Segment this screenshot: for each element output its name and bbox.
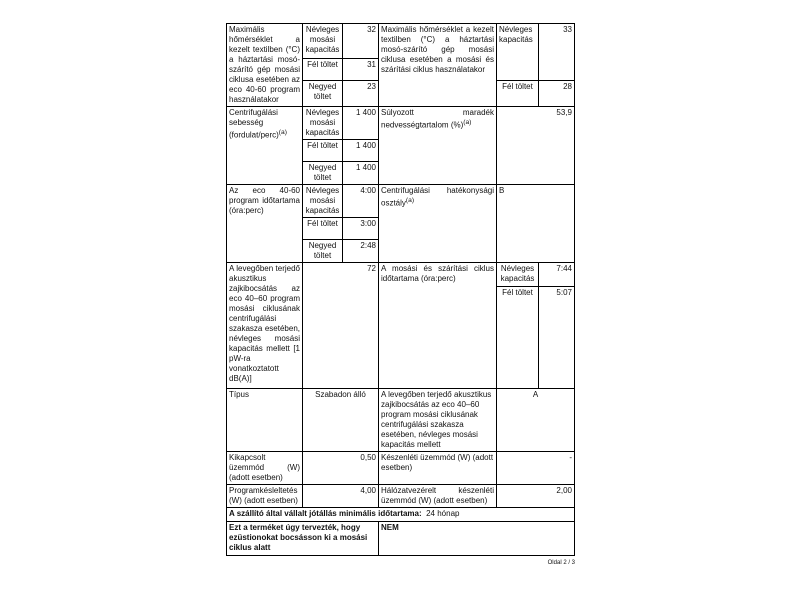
spin-speed-half-value: 1 400 xyxy=(343,140,379,162)
delay-start-value: 4,00 xyxy=(303,485,379,508)
max-temp-washdry-half-value: 28 xyxy=(539,81,575,107)
type-label: Típus xyxy=(227,389,303,452)
spin-speed-footnote: (a) xyxy=(278,129,287,136)
noise-class-value: A xyxy=(497,389,575,452)
noise-label: A levegőben terjedő akusztikus zajkibocsátás az eco 40–60 program mosási ciklusának centrifugálási szakasza esetében, névleges mosási kapacitás mellett [1 pW-ra vonatkoztatott dB(A)] xyxy=(227,263,303,389)
wash-dry-duration-label: A mosási és szárítási ciklus időtartama (óra:perc) xyxy=(379,263,497,389)
max-temp-eco-rated-label: Névleges mosási kapacitás xyxy=(303,24,343,59)
max-temp-eco-rated-value: 32 xyxy=(343,24,379,59)
guarantee-row xyxy=(227,508,575,522)
eco-duration-half-label: Fél töltet xyxy=(303,218,343,240)
standby-label: Készenléti üzemmód (W) (adott esetben) xyxy=(379,452,497,485)
moisture-label xyxy=(379,107,497,185)
delay-start-label: Programkésleltetés (W) (adott esetben) xyxy=(227,485,303,508)
max-temp-washdry-half-label: Fél töltet xyxy=(497,81,539,107)
eco-duration-rated-value: 4:00 xyxy=(343,185,379,218)
moisture-value: 53,9 xyxy=(497,107,575,185)
max-temp-eco-quarter-label: Negyed töltet xyxy=(303,81,343,107)
wash-dry-duration-rated-value: 7:44 xyxy=(539,263,575,287)
max-temp-eco-quarter-value: 23 xyxy=(343,81,379,107)
spin-class-label xyxy=(379,185,497,263)
product-spec-table xyxy=(226,23,575,556)
wash-dry-duration-half-value: 5:07 xyxy=(539,287,575,389)
spin-speed-label-text: Centrifugálási sebesség (fordulat/perc) xyxy=(229,108,279,140)
type-value: Szabadon álló xyxy=(303,389,379,452)
network-standby-label: Hálózatvezérelt készenléti üzemmód (W) (adott esetben) xyxy=(379,485,497,508)
noise-class-label: A levegőben terjedő akusztikus zajkibocsátás az eco 40–60 program mosási ciklusának centrifugálási szakasza esetében, névleges mosási kapacitás mellett xyxy=(379,389,497,452)
max-temp-washdry-rated-label: Névleges kapacitás xyxy=(497,24,539,81)
guarantee-label: A szállító által vállalt jótállás minimális időtartama: xyxy=(229,509,422,518)
max-temp-eco-half-value: 31 xyxy=(343,59,379,81)
off-mode-label: Kikapcsolt üzemmód (W) (adott esetben) xyxy=(227,452,303,485)
spin-speed-half-label: Fél töltet xyxy=(303,140,343,162)
eco-duration-label: Az eco 40-60 program időtartama (óra:perc) xyxy=(227,185,303,263)
wash-dry-duration-half-label: Fél töltet xyxy=(497,287,539,389)
eco-duration-rated-label: Névleges mosási kapacitás xyxy=(303,185,343,218)
max-temp-washdry-rated-value: 33 xyxy=(539,24,575,81)
silver-ion-value: NEM xyxy=(379,522,575,556)
silver-ion-label: Ezt a terméket úgy tervezték, hogy ezüstionokat bocsásson ki a mosási ciklus alatt xyxy=(227,522,379,556)
spin-speed-quarter-label: Negyed töltet xyxy=(303,162,343,185)
spin-class-label-text: Centrifugálási hatékonysági osztály xyxy=(381,186,494,208)
spin-speed-rated-value: 1 400 xyxy=(343,107,379,140)
wash-dry-duration-rated-label: Névleges kapacitás xyxy=(497,263,539,287)
standby-value: - xyxy=(497,452,575,485)
spin-speed-quarter-value: 1 400 xyxy=(343,162,379,185)
max-temp-eco-half-label: Fél töltet xyxy=(303,59,343,81)
off-mode-value: 0,50 xyxy=(303,452,379,485)
guarantee-value: 24 hónap xyxy=(426,509,460,518)
spin-speed-label xyxy=(227,107,303,185)
max-temp-eco-label: Maximális hőmérséklet a kezelt textilben (°C) a háztartási mosó-szárító gép mosási ciklusa esetében az eco 40-60 program használatakor xyxy=(227,24,303,107)
moisture-footnote: (a) xyxy=(463,119,472,126)
network-standby-value: 2,00 xyxy=(497,485,575,508)
spin-class-footnote: (a) xyxy=(405,197,415,204)
spin-speed-rated-label: Névleges mosási kapacitás xyxy=(303,107,343,140)
eco-duration-quarter-label: Negyed töltet xyxy=(303,240,343,263)
max-temp-washdry-label: Maximális hőmérséklet a kezelt textilben (°C) a háztartási mosó-szárító gép mosási ciklusa esetében a mosási és szárítási ciklus használatakor xyxy=(379,24,497,107)
spin-class-value: B xyxy=(497,185,575,263)
eco-duration-quarter-value: 2:48 xyxy=(343,240,379,263)
noise-value: 72 xyxy=(303,263,379,389)
eco-duration-half-value: 3:00 xyxy=(343,218,379,240)
page-number: Oldal 2 / 3 xyxy=(547,560,575,566)
moisture-label-text: Súlyozott maradék nedvességtartalom (%) xyxy=(381,108,494,130)
